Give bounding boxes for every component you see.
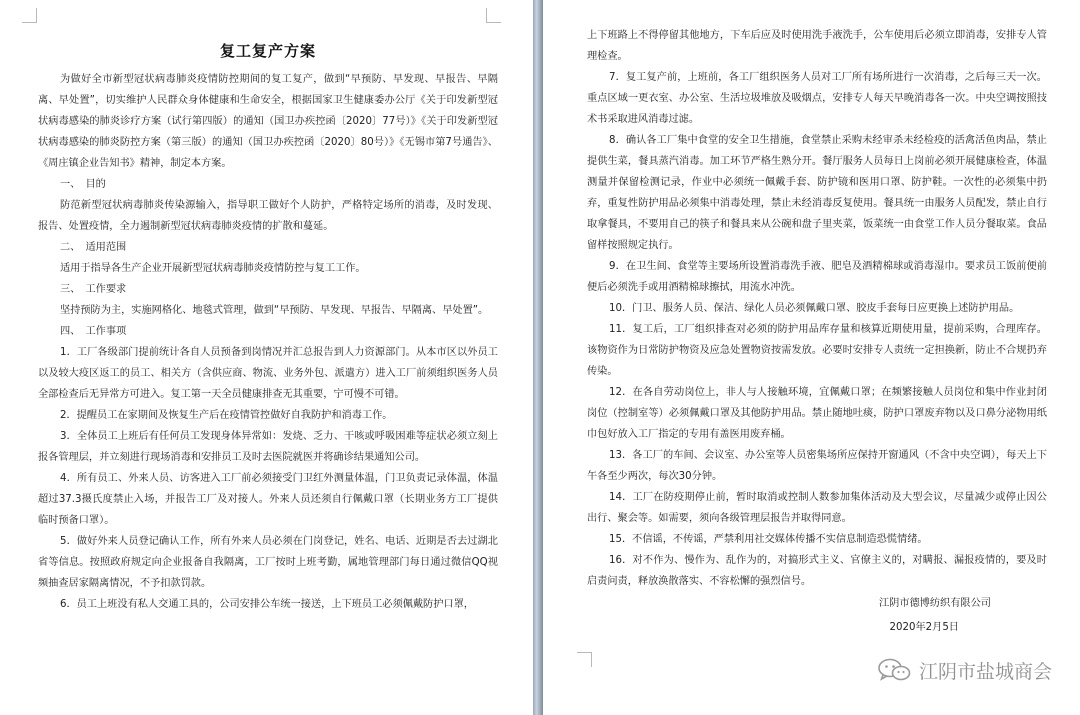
section-heading: 二、 适用范围 [60,242,127,253]
watermark [877,657,1052,683]
body-paragraph: 7．复工复产前，上班前，各工厂组织医务人员对工厂所有场所进行一次消毒，之后每三天一次。重点区域一更衣室、办公室、生活垃圾堆放及吸烟点，安排专人每天早晚消毒各一次。中央空调按照技术书采取进风消毒过滤。 [587,72,1047,125]
document-title: 复工复产方案 [219,42,316,60]
signature-company: 江阴市德博纺织有限公司 [878,598,991,609]
body-paragraph: 11．复工后，工厂组织排查对必须的防护用品库存量和核算近期使用量，提前采购，合理库存。该物资作为日常防护物资及应急处置物资按需发放。必要时安排专人责统一定担换新，防止不合规扔弃传染。 [587,324,1047,377]
signature-date: 2020年2月5日 [889,622,959,633]
body-paragraph: 适用于指导各生产企业开展新型冠状病毒肺炎疫情防控与复工工作。 [60,263,366,274]
right-body-text [587,25,1047,592]
body-paragraph: 15．不信谣，不传谣，严禁利用社交媒体传播不实信息制造恐慌情绪。 [609,534,928,545]
watermark-text: 江阴市盐城商会 [918,660,1052,683]
body-paragraph: 坚持预防为主，实施网格化、地毯式管理，做到“早预防、早发现、早报告、早隔离、早处置”。 [60,305,489,316]
body-paragraph: 6．员工上班没有私人交通工具的，公司安排公车统一接送，上下班员工必须佩戴防护口罩， [60,599,474,610]
document-page-right [543,0,1080,715]
wechat-icon [877,658,911,682]
body-paragraph: 3．全体员工上班后有任何员工发现身体异常如：发烧、乏力、干咳或呼吸困难等症状必须立刻上报各管理层，并立刻进行现场消毒和安排员工及时去医院就医并将确诊结果通知公司。 [38,431,498,463]
section-heading: 一、 目的 [60,179,106,190]
body-paragraph: 5．做好外来人员登记确认工作，所有外来人员必须在门岗登记，姓名、电话、近期是否去过湖北省等信息。按照政府规定向企业报备自我隔离，工厂按时上班考勤，属地管理部门每日通过微信QQ视频抽查居家隔离情况，不予扣款罚款。 [38,536,498,589]
body-paragraph: 1．工厂各级部门提前统计各自人员预备到岗情况并汇总报告到人力资源部门。从本市区以外员工以及较大疫区返工的员工、相关方（含供应商、物流、业务外包、派遣方）进入工厂前须组织医务人员全部检查后无异常方可进入。复工第一天全员健康排查无其重要，宁可慢不可错。 [38,347,498,400]
page-corner-mark [486,8,501,23]
page-left-content [38,38,498,615]
body-paragraph: 13．各工厂的车间、会议室、办公室等人员密集场所应保持开窗通风（不含中央空调），每天上下午各至少两次，每次30分钟。 [587,450,1047,482]
body-paragraph: 14．工厂在防疫期停止前，暂时取消或控制人数参加集体活动及大型会议，尽量减少或停止因公出行、聚会等。如需要，须向各级管理层报告并取得同意。 [587,492,1047,524]
body-paragraph: 16．对不作为、慢作为、乱作为的，对搞形式主义、官僚主义的，对瞒报、漏报疫情的，要及时启责问责，释放涣散落实、不容松懈的强烈信号。 [587,555,1047,587]
body-paragraph: 上下班路上不得停留其他地方，下车后应及时使用洗手液洗手，公车使用后必须立即消毒，安排专人管理检查。 [587,30,1047,62]
body-paragraph: 2．提醒员工在家期间及恢复生产后在疫情管控做好自我防护和消毒工作。 [60,410,393,421]
document-page-left [0,0,533,715]
left-body-text [38,69,498,615]
body-paragraph: 防范新型冠状病毒肺炎传染源输入，指导职工做好个人防护，严格特定场所的消毒，及时发现、报告、处置疫情，全力遏制新型冠状病毒肺炎疫情的扩散和蔓延。 [38,200,498,232]
page-corner-mark [22,8,37,23]
body-paragraph: 为做好全市新型冠状病毒肺炎疫情防控期间的复工复产，做到“早预防、早发现、早报告、早隔离、早处置”，切实维护人民群众身体健康和生命安全，根据国家卫生健康委办公厅《关于印发新型冠状病毒感染的肺炎诊疗方案（试行第四版）的通知（国卫办疾控函〔2020〕77号）》《关于印发新型冠状病毒感染的肺炎防控方案（第三版）的通知（国卫办疾控函〔2020〕80号）》《无锡市第7号通告》、《周庄镇企业告知书》精神，制定本方案。 [38,74,498,169]
body-paragraph: 9．在卫生间、食堂等主要场所设置消毒洗手液、肥皂及酒精棉球或消毒湿巾。要求员工饭前便前便后必须洗手或用酒精棉球擦拭，用流水冲洗。 [587,261,1047,293]
body-paragraph: 8．确认各工厂集中食堂的安全卫生措施，食堂禁止采购未经审杀未经检疫的活禽活鱼肉品，禁止提供生菜，餐具蒸汽消毒。加工环节严格生熟分开。餐厅服务人员每日上岗前必须开展健康检查，体温测量并保留检测记录，作业中必须统一佩戴手套、防护镜和医用口罩、防护鞋。一次性的必须集中扔弃，重复性防护用品必须集中消毒处理，禁止未经消毒反复使用。餐具统一由服务人员配发，禁止自行取拿餐具，不要用自己的筷子和餐具来从公碗和盘子里夹菜，饭菜统一由食堂工作人员分餐取菜。食品留样按照规定执行。 [587,135,1047,251]
page-right-content [587,25,1047,640]
body-paragraph: 4．所有员工、外来人员、访客进入工厂前必须接受门卫红外测量体温，门卫负责记录体温，体温超过37.3摄氏度禁止入场，并报告工厂及对接人。外来人员还须自行佩戴口罩（长期业务方工厂提供临时预备口罩）。 [38,473,498,526]
section-heading: 三、 工作要求 [60,284,127,295]
body-paragraph: 12．在各自劳动岗位上，非人与人接触环境，宜佩戴口罩；在频繁接触人员岗位和集中作业封闭岗位（控制室等）必须佩戴口罩及其他防护用品。禁止随地吐痰，防护口罩废弃物以及口鼻分泌物用纸巾包好放入工厂指定的专用有盖医用废弃桶。 [587,387,1047,440]
section-heading: 四、 工作事项 [60,326,127,337]
body-paragraph: 10．门卫、服务人员、保洁、绿化人员必须佩戴口罩、胶皮手套每日应更换上述防护用品。 [609,303,1020,314]
page-corner-mark [577,652,592,667]
page-gutter-divider [533,0,543,715]
